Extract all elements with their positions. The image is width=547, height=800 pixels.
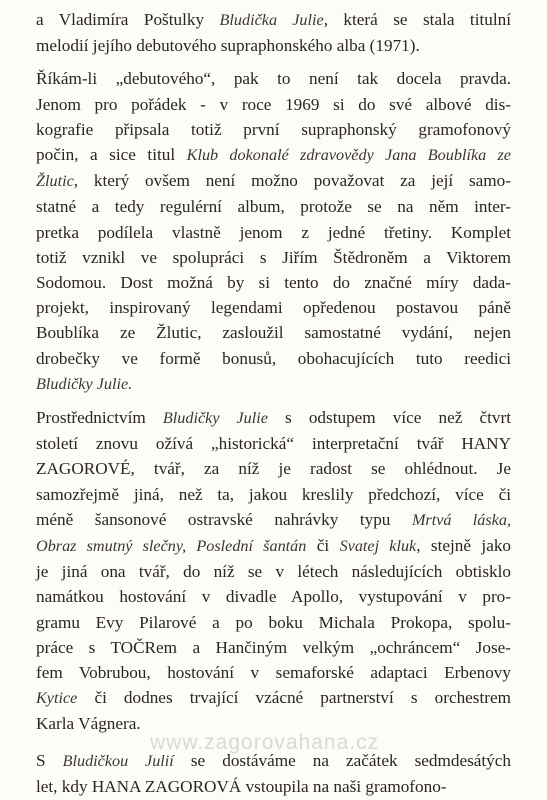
- text-line: [36, 371, 511, 397]
- text-line: [36, 533, 511, 559]
- text-run: , který ovšem není možno považovat za její samo-: [73, 171, 511, 191]
- text-run: počin, a sice titul: [36, 145, 187, 165]
- text-line: [36, 456, 511, 481]
- italic-title: Bludička Julie: [219, 11, 324, 29]
- text-line: [36, 559, 511, 584]
- text-run: melodií jejího debutového supraphonského alba (1971).: [36, 36, 420, 56]
- text-line: [36, 245, 511, 270]
- text-line: [36, 117, 511, 142]
- body-text: [36, 7, 511, 799]
- italic-title: Klub dokonalé zdravovědy Jana Boublíka ze: [186, 146, 511, 165]
- text-run: , která se stala titulní: [323, 10, 511, 29]
- text-line: [36, 33, 511, 58]
- text-line: [36, 711, 511, 736]
- text-line: [36, 270, 511, 295]
- text-run: Říkám-li „debutového“, pak to není tak docela pravda.: [36, 69, 511, 89]
- text-line: [36, 168, 511, 194]
- text-line: [36, 220, 511, 245]
- text-line: [36, 635, 511, 660]
- text-line: [36, 92, 511, 117]
- text-run: namátkou hostování v divadle Apollo, vystupování v pro-: [36, 587, 511, 607]
- text-line: [36, 7, 511, 33]
- paragraph: [36, 7, 511, 58]
- italic-title: Bludičky Julie.: [36, 374, 133, 393]
- text-line: [36, 685, 511, 711]
- text-line: [36, 295, 511, 320]
- text-line: [36, 194, 511, 219]
- text-line: [36, 320, 511, 345]
- text-run: gramu Evy Pilarové a po boku Michala Prokopa, spolu-: [36, 612, 511, 632]
- text-line: [36, 748, 511, 774]
- text-run: , stejně jako: [416, 536, 512, 556]
- text-run: Boublíka ze Žlutic, zasloužil samostatné vydání, nejen: [36, 323, 511, 343]
- text-run: či: [306, 536, 340, 556]
- text-line: [36, 660, 511, 685]
- text-line: [36, 405, 511, 431]
- text-run: fem Vobrubou, hostování v semaforské adaptaci Erbenovy: [36, 663, 511, 683]
- text-run: Karla Vágnera.: [36, 714, 141, 734]
- italic-title: Obraz smutný slečny, Poslední šantán: [36, 537, 307, 556]
- text-run: let, kdy HANA ZAGOROVÁ vstoupila na naši gramofono-: [36, 776, 447, 796]
- italic-title: Kytice: [36, 689, 78, 708]
- text-run: pretka podílela vlastně jenom z jedné třetiny. Komplet: [36, 222, 511, 242]
- text-run: totiž vznikl ve spolupráci s Jiřím Štědroněm a Viktorem: [36, 247, 511, 267]
- text-run: Jenom pro pořádek - v roce 1969 si do své albové dis-: [36, 94, 511, 114]
- italic-title: Svatej kluk: [339, 537, 417, 556]
- italic-title: Bludičky Julie: [162, 409, 268, 428]
- text-run: S: [36, 750, 63, 770]
- text-line: [36, 610, 511, 635]
- text-line: [36, 346, 511, 371]
- site-watermark: www.zagorovahana.cz: [150, 731, 380, 754]
- text-run: a Vladimíra Poštulky: [36, 10, 220, 29]
- text-run: méně šansonové ostravské nahrávky typu: [36, 509, 412, 529]
- text-run: či dodnes trvající vzácné partnerství s orchestrem: [77, 688, 511, 708]
- text-run: drobečky ve formě bonusů, obohacujících tuto reedici: [36, 348, 511, 368]
- italic-title: Bludičkou Julií: [62, 751, 174, 770]
- text-run: je jiná ona tvář, do níž se v létech následujících obtisklo: [36, 562, 511, 582]
- text-run: Sodomou. Dost možná by si tento do značné míry dada-: [36, 273, 511, 293]
- italic-title: Mrtvá láska,: [411, 510, 511, 529]
- text-line: [36, 66, 511, 91]
- text-line: [36, 584, 511, 609]
- text-line: [36, 482, 511, 507]
- text-run: století znovu ožívá „historická“ interpretační tvář HANY: [36, 434, 511, 454]
- text-line: [36, 431, 511, 456]
- text-run: statné a tedy regulérní album, protože se na něm inter-: [36, 197, 511, 217]
- text-line: [36, 507, 511, 533]
- text-run: se dostáváme na začátek sedmdesátých: [173, 750, 511, 770]
- text-run: kografie připsala totiž první supraphonský gramofonový: [36, 119, 511, 139]
- text-run: projekt, inspirovaný legendami opředenou postavou páně: [36, 298, 511, 318]
- text-line: [36, 142, 511, 168]
- text-run: práce s TOČRem a Hančiným velkým „ochráncem“ Jose-: [36, 637, 511, 657]
- italic-title: Žlutic: [36, 172, 74, 191]
- paragraph: [36, 748, 511, 799]
- text-line: [36, 774, 511, 799]
- text-run: Prostřednictvím: [36, 408, 163, 428]
- text-run: ZAGOROVÉ, tvář, za níž je radost se ohlédnout. Je: [36, 459, 511, 479]
- text-run: s odstupem více než čtvrt: [267, 408, 511, 428]
- text-run: samozřejmě jiná, než ta, jakou kreslily předchozí, více či: [36, 484, 511, 504]
- paragraph: [36, 405, 511, 737]
- paragraph: [36, 66, 511, 397]
